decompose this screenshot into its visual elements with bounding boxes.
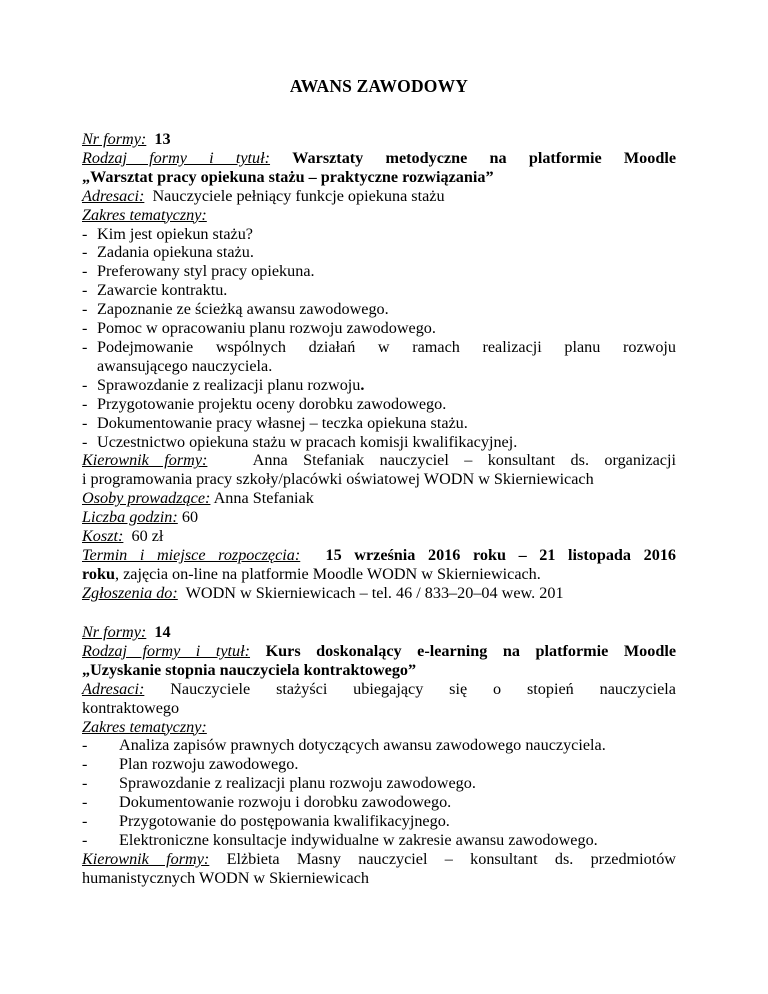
- label-koszt: Koszt:: [82, 527, 124, 546]
- hours-row: [82, 508, 676, 527]
- form-title: „Warsztat pracy opiekuna stażu – praktyczne rozwiązania”: [82, 167, 494, 186]
- applications-value: WODN w Skierniewicach – tel. 46 / 833–20–04 wew. 201: [185, 583, 564, 602]
- leader-row: Kierownik formy: Elżbieta Masny nauczyciel – konsultant ds. przedmiotów: [82, 849, 677, 868]
- topics-list: [82, 736, 676, 849]
- addressees-value: Nauczyciele stażyści ubiegający się o stopień nauczyciela: [170, 679, 676, 698]
- form-title: „Uzyskanie stopnia nauczyciela kontraktowego”: [82, 660, 417, 679]
- list-item: - Preferowany styl pracy opiekuna.: [82, 262, 315, 281]
- form-number-row: Nr formy: 14: [82, 623, 171, 641]
- form-title-row: Rodzaj formy i tytuł: Kurs doskonalący e-learning na platformie Moodle: [82, 641, 676, 660]
- form-14: [82, 623, 676, 888]
- document-title: AWANS ZAWODOWY: [289, 76, 469, 96]
- addressees-value: Nauczyciele pełniący funkcje opiekuna stażu: [152, 186, 445, 205]
- topics-list: [82, 225, 676, 452]
- label-liczba-godzin: Liczba godzin:: [82, 508, 178, 527]
- leader-value: Anna Stefaniak nauczyciel – konsultant ds. organizacji: [252, 451, 676, 470]
- list-item: - Sprawozdanie z realizacji planu rozwoju.: [82, 375, 365, 394]
- addressees-row: [82, 187, 676, 206]
- cost-row: [82, 527, 676, 546]
- list-item: - Plan rozwoju zawodowego.: [82, 755, 299, 774]
- label-kierownik: Kierownik formy:: [82, 451, 208, 470]
- list-item: - Zadania opiekuna stażu.: [82, 243, 254, 262]
- form-title-row-2: [82, 661, 676, 680]
- list-item: - Zapoznanie ze ścieżką awansu zawodowego.: [82, 300, 389, 319]
- date-row: [82, 546, 676, 565]
- instructors-value: Anna Stefaniak: [213, 489, 314, 508]
- date-row-2: roku, zajęcia on-line na platformie Moodle WODN w Skierniewicach.: [82, 564, 541, 583]
- list-item: - Analiza zapisów prawnych dotyczących awansu zawodowego nauczyciela.: [82, 736, 606, 755]
- form-13: [82, 130, 676, 603]
- leader-row-2: i programowania pracy szkoły/placówki oświatowej WODN w Skierniewicach: [82, 470, 594, 489]
- list-item: - Zawarcie kontraktu.: [82, 281, 228, 300]
- label-osoby: Osoby prowadzące:: [82, 489, 211, 508]
- list-item: - Pomoc w opracowaniu planu rozwoju zawodowego.: [82, 319, 436, 338]
- form-type: Warsztaty metodyczne na platformie Moodle: [292, 148, 677, 167]
- leader-row: [82, 451, 676, 470]
- list-item: - Dokumentowanie rozwoju i dorobku zawodowego.: [82, 793, 452, 812]
- hours-value: 60: [181, 508, 199, 527]
- topics-heading-row: Zakres tematyczny:: [82, 717, 207, 736]
- instructors-row: [82, 489, 676, 508]
- form-title-row-2: [82, 168, 676, 187]
- form-number-row: [82, 130, 676, 149]
- date-value: 15 września 2016 roku – 21 listopada 2016: [325, 545, 677, 564]
- list-item: - Kim jest opiekun stażu?: [82, 224, 253, 243]
- cost-value: 60 zł: [131, 527, 164, 546]
- list-item: - Dokumentowanie pracy własnej – teczka opiekuna stażu.: [82, 413, 468, 432]
- label-termin: Termin i miejsce rozpoczęcia:: [82, 545, 301, 564]
- label-rodzaj-formy: Rodzaj formy i tytuł:: [82, 148, 271, 167]
- addressees-row: Adresaci: Nauczyciele stażyści ubiegający się o stopień nauczyciela: [82, 679, 676, 698]
- applications-row: [82, 584, 676, 603]
- form-number: 14: [154, 623, 171, 641]
- label-adresaci: Adresaci:: [82, 186, 145, 205]
- list-item: - Sprawozdanie z realizacji planu rozwoju zawodowego.: [82, 774, 476, 793]
- list-item: - Przygotowanie projektu oceny dorobku zawodowego.: [82, 394, 447, 413]
- leader-row-2: humanistycznych WODN w Skierniewicach: [82, 868, 369, 887]
- label-zakres: Zakres tematyczny:: [82, 205, 207, 224]
- label-zgloszenia: Zgłoszenia do:: [82, 583, 178, 602]
- addressees-row-2: kontraktowego: [82, 698, 180, 717]
- form-title-row: [82, 149, 676, 168]
- leader-value: Elżbieta Masny nauczyciel – konsultant ds. przedmiotów: [226, 849, 677, 868]
- form-number: 13: [154, 130, 171, 148]
- list-item: - Elektroniczne konsultacje indywidualne w zakresie awansu zawodowego.: [82, 830, 598, 849]
- topics-heading-row: [82, 206, 676, 225]
- list-item: - Podejmowanie wspólnych działań w ramach realizacji planu rozwoju awansującego nauczyciela.: [82, 337, 676, 375]
- list-item: - Przygotowanie do postępowania kwalifikacyjnego.: [82, 812, 450, 831]
- form-type: Kurs doskonalący e-learning na platformie Moodle: [265, 641, 676, 660]
- list-item: - Uczestnictwo opiekuna stażu w pracach komisji kwalifikacyjnej.: [82, 432, 518, 451]
- label-nr-formy: Nr formy:: [82, 130, 147, 148]
